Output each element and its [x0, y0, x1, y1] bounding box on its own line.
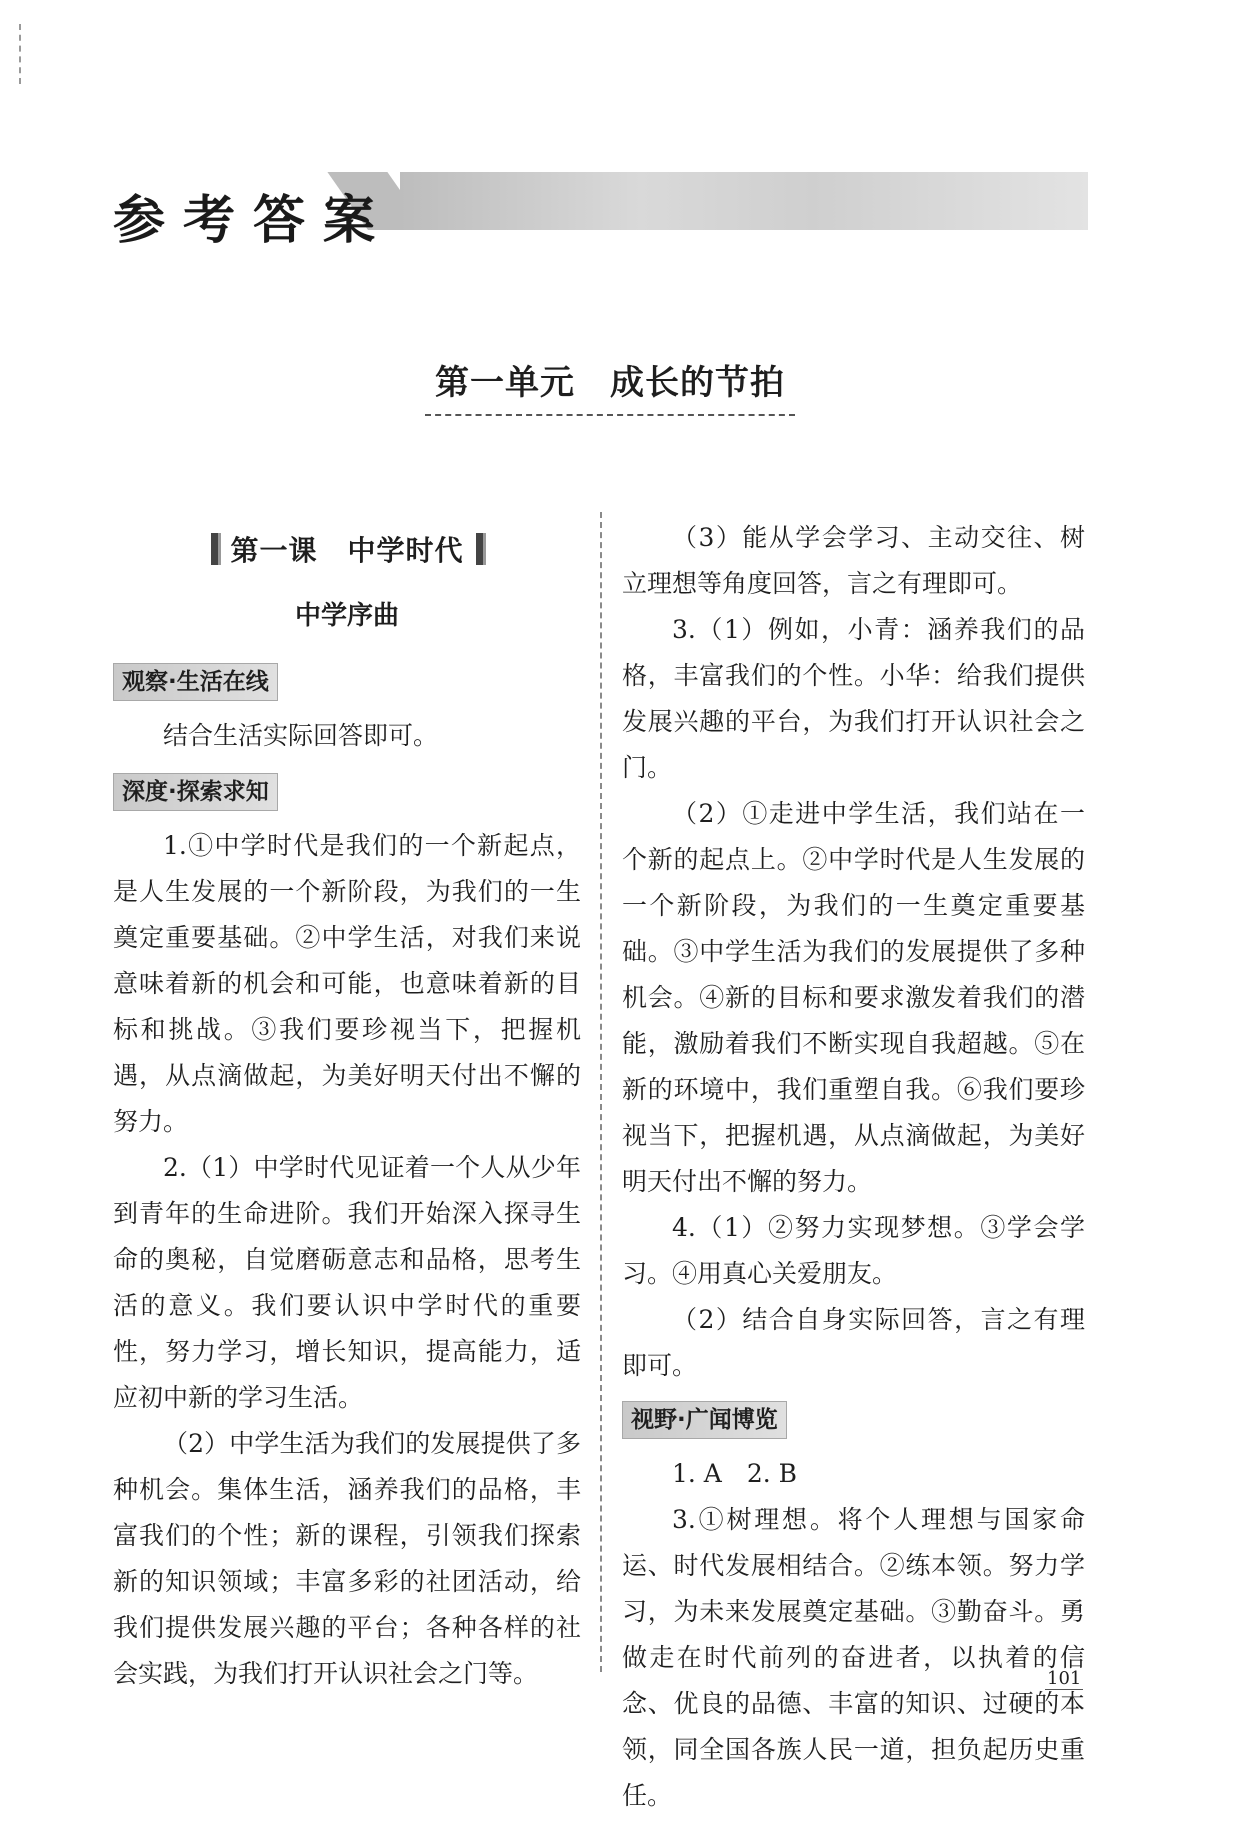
answer-paragraph: 结合生活实际回答即可。 [163, 721, 439, 750]
answer-paragraph: 3.①树理想。将个人理想与国家命运、时代发展相结合。②练本领。努力学习，为未来发展奠定基础。③勤奋斗。勇做走在时代前列的奋进者，以执着的信念、优良的品德、丰富的知识、过硬的本领，同全国各族人民一道，担负起历史重任。 [622, 1505, 1085, 1810]
lesson-number: 第一课 [230, 534, 318, 567]
header-banner [400, 172, 1088, 230]
answer-paragraph: （2）结合自身实际回答，言之有理即可。 [622, 1305, 1085, 1380]
answer-paragraph: （3）能从学会学习、主动交往、树立理想等角度回答，言之有理即可。 [622, 523, 1085, 598]
answer-paragraph: 2.（1）中学时代见证着一个人从少年到青年的生命进阶。我们开始深入探寻生命的奥秘，自觉磨砺意志和品格，思考生活的意义。我们要认识中学时代的重要性，努力学习，增长知识，提高能力，适应初中新的学习生活。 [113, 1153, 581, 1412]
section-tag-explore: 深度·探索求知 [113, 773, 278, 811]
left-column [113, 515, 581, 1697]
section-tag-observe: 观察·生活在线 [113, 663, 278, 701]
answer-paragraph: 1. A 2. B [672, 1459, 798, 1488]
lesson-name: 中学时代 [347, 534, 464, 567]
unit-title: 第一单元 成长的节拍 [425, 355, 795, 416]
lesson-title [113, 523, 581, 579]
section-title: 中学序曲 [294, 601, 399, 631]
answer-paragraph: （2）①走进中学生活，我们站在一个新的起点上。②中学时代是人生发展的一个新阶段，为我们的一生奠定重要基础。③中学生活为我们的发展提供了多种机会。④新的目标和要求激发着我们的潜能，激励着我们不断实现自我超越。⑤在新的环境中，我们重塑自我。⑥我们要珍视当下，把握机遇，从点滴做起，为美好明天付出不懈的努力。 [622, 799, 1085, 1196]
answer-paragraph: （2）中学生活为我们的发展提供了多种机会。集体生活，涵养我们的品格，丰富我们的个性；新的课程，引领我们探索新的知识领域；丰富多彩的社团活动，给我们提供发展兴趣的平台；各种各样的社会实践，为我们打开认识社会之门等。 [113, 1429, 581, 1688]
binding-mark [19, 24, 24, 84]
answer-paragraph: 3.（1）例如，小青：涵养我们的品格，丰富我们的个性。小华：给我们提供发展兴趣的平台，为我们打开认识社会之门。 [622, 615, 1085, 782]
lesson-title-bar-right [476, 533, 483, 565]
right-column [622, 515, 1085, 1819]
section-tag-vision: 视野·广闻博览 [622, 1401, 787, 1439]
page-title: 参考答案 [113, 191, 394, 251]
column-divider [600, 512, 602, 1672]
lesson-title-bar-left [211, 533, 218, 565]
answer-paragraph: 1.①中学时代是我们的一个新起点，是人生发展的一个新阶段，为我们的一生奠定重要基础。②中学生活，对我们来说意味着新的机会和可能，也意味着新的目标和挑战。③我们要珍视当下，把握机遇，从点滴做起，为美好明天付出不懈的努力。 [113, 831, 581, 1136]
answer-paragraph: 4.（1）②努力实现梦想。③学会学习。④用真心关爱朋友。 [622, 1213, 1085, 1288]
page-number: 101 [1047, 1668, 1082, 1689]
